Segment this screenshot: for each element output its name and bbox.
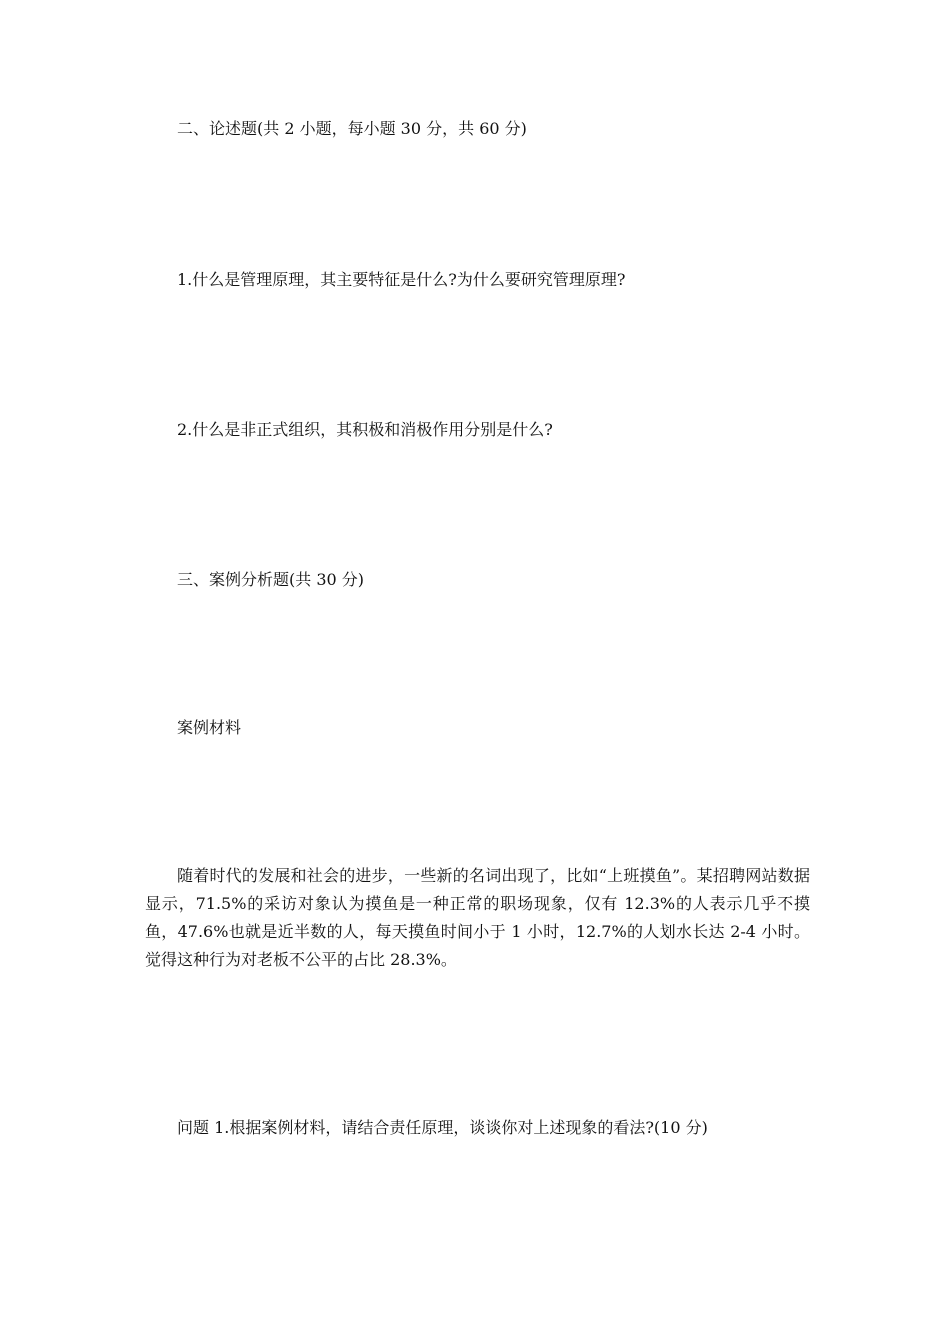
question-1: 1.什么是管理原理，其主要特征是什么?为什么要研究管理原理?: [177, 270, 626, 289]
question-2: 2.什么是非正式组织，其积极和消极作用分别是什么?: [177, 420, 553, 439]
section-3-heading: 三、案例分析题(共 30 分): [177, 570, 365, 589]
case-material-label: 案例材料: [177, 718, 242, 737]
section-2-heading: 二、论述题(共 2 小题，每小题 30 分，共 60 分): [177, 119, 527, 138]
case-material-text: 随着时代的发展和社会的进步，一些新的名词出现了，比如“上班摸鱼”。某招聘网站数据显示，71.5%的采访对象认为摸鱼是一种正常的职场现象，仅有 12.3%的人表示几乎不摸鱼，47.6%也就是近半数的人，每天摸鱼时间小于 1 小时，12.7%的人划水长达 2-4 小时。觉得这种行为对老板不公平的占比 28.3%。: [145, 866, 810, 969]
case-question-1: 问题 1.根据案例材料，请结合责任原理，谈谈你对上述现象的看法?(10 分): [177, 1118, 708, 1137]
